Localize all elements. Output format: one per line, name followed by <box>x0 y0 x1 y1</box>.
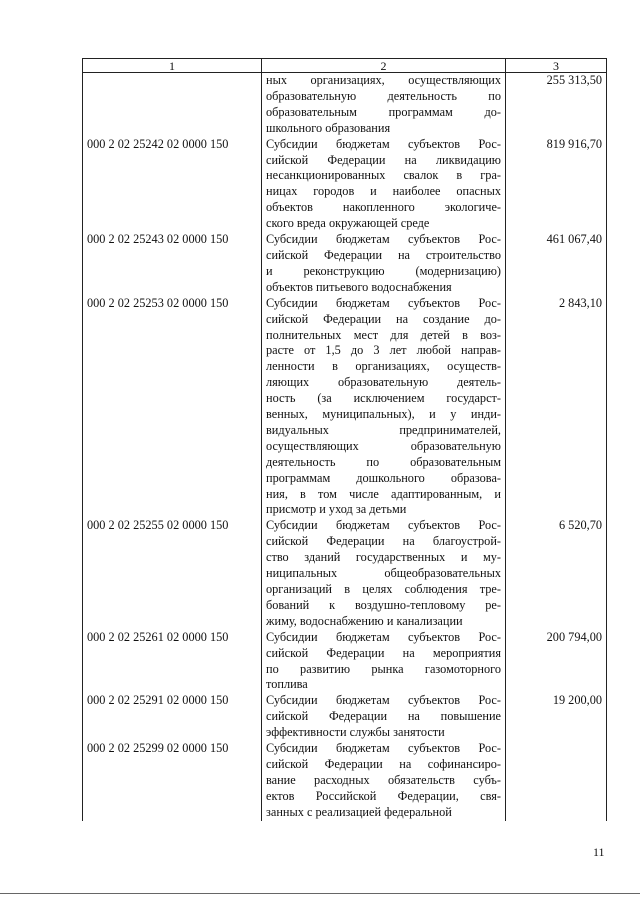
description-line: ляющих образовательную деятель- <box>266 375 501 390</box>
table-row <box>83 296 607 519</box>
amount-cell: 200 794,00 <box>506 630 607 694</box>
budget-code-cell: 000 2 02 25242 02 0000 150 <box>83 137 262 232</box>
description-line: ленности в организациях, осуществ- <box>266 359 501 374</box>
description-line: объектов накопленного экологиче- <box>266 200 501 215</box>
table-row <box>83 518 607 629</box>
description-line: по развитию рынка газомоторного <box>266 661 501 676</box>
description-line: программам дошкольного образова- <box>266 470 501 485</box>
amount-cell: 2 843,10 <box>506 296 607 519</box>
description-line: образовательным программам до- <box>266 104 501 119</box>
description-line: Субсидии бюджетам субъектов Рос- <box>266 295 501 310</box>
budget-table <box>82 58 607 821</box>
budget-code-cell: 000 2 02 25299 02 0000 150 <box>83 741 262 821</box>
description-cell <box>262 73 506 137</box>
amount-cell: 819 916,70 <box>506 137 607 232</box>
table-header-row <box>83 59 607 73</box>
description-line: Субсидии бюджетам субъектов Рос- <box>266 741 501 756</box>
description-line: ниципальных общеобразовательных <box>266 566 501 581</box>
description-line: сийской Федерации на софинансиро- <box>266 756 501 771</box>
budget-code-cell: 000 2 02 25253 02 0000 150 <box>83 296 262 519</box>
description-cell <box>262 518 506 629</box>
description-line: вание расходных обязательств субъ- <box>266 772 501 787</box>
budget-code-cell: 000 2 02 25291 02 0000 150 <box>83 693 262 741</box>
description-line: расте от 1,5 до 3 лет любой направ- <box>266 343 501 358</box>
budget-code-cell: 000 2 02 25255 02 0000 150 <box>83 518 262 629</box>
budget-code-cell: 000 2 02 25243 02 0000 150 <box>83 232 262 296</box>
description-line: сийской Федерации на мероприятия <box>266 645 501 660</box>
column-header-1: 1 <box>83 59 262 73</box>
description-line: ния, в том числе адаптированным, и <box>266 486 501 501</box>
description-line: осуществляющих образовательную <box>266 438 501 453</box>
amount-cell: 6 520,70 <box>506 518 607 629</box>
table-row <box>83 232 607 296</box>
description-line: сийской Федерации на благоустрой- <box>266 534 501 549</box>
description-line: организаций в целях соблюдения тре- <box>266 582 501 596</box>
description-line: эффективности службы занятости <box>266 725 445 740</box>
description-cell <box>262 741 506 821</box>
description-line: жиму, водоснабжению и канализации <box>266 613 463 628</box>
description-line: образовательную деятельность по <box>266 88 501 103</box>
description-line: Субсидии бюджетам субъектов Рос- <box>266 693 501 708</box>
description-line: школьного образования <box>266 120 391 135</box>
description-cell <box>262 296 506 519</box>
table-row <box>83 741 607 821</box>
description-line: бований к воздушно-тепловому ре- <box>266 597 501 612</box>
description-line: венных, муниципальных), и у инди- <box>266 407 501 422</box>
description-line: присмотр и уход за детьми <box>266 502 407 517</box>
amount-cell: 19 200,00 <box>506 693 607 741</box>
description-line: топлива <box>266 677 308 692</box>
column-header-3: 3 <box>506 59 607 73</box>
description-line: и реконструкцию (модернизацию) <box>266 263 501 278</box>
description-line: сийской Федерации на ликвидацию <box>266 152 501 167</box>
description-line: ского вреда окружающей среде <box>266 216 430 231</box>
description-line: Субсидии бюджетам субъектов Рос- <box>266 136 501 151</box>
description-line: Субсидии бюджетам субъектов Рос- <box>266 518 501 533</box>
description-line: сийской Федерации на повышение <box>266 709 501 724</box>
amount-cell <box>506 741 607 821</box>
table-row <box>83 137 607 232</box>
description-cell <box>262 630 506 694</box>
description-line: видуальных предпринимателей, <box>266 422 501 437</box>
description-line: объектов питьевого водоснабжения <box>266 279 452 294</box>
description-line: занных с реализацией федеральной <box>266 804 452 819</box>
column-header-2: 2 <box>262 59 506 73</box>
page-number: 11 <box>593 845 605 859</box>
description-line: ницах городов и наиболее опасных <box>266 184 501 199</box>
description-cell <box>262 693 506 741</box>
description-line: Субсидии бюджетам субъектов Рос- <box>266 232 501 247</box>
description-line: ство зданий государственных и му- <box>266 550 501 565</box>
page-bottom-rule <box>0 893 640 894</box>
budget-code-cell <box>83 73 262 137</box>
table-row <box>83 73 607 137</box>
budget-code-cell: 000 2 02 25261 02 0000 150 <box>83 630 262 694</box>
description-line: ность (за исключением государст- <box>266 391 501 406</box>
description-line: полнительных мест для детей в воз- <box>266 327 501 342</box>
description-line: ектов Российской Федерации, свя- <box>266 788 501 803</box>
description-line: сийской Федерации на создание до- <box>266 311 501 326</box>
description-cell <box>262 137 506 232</box>
description-line: несанкционированных свалок в гра- <box>266 168 501 183</box>
table-row <box>83 693 607 741</box>
description-line: Субсидии бюджетам субъектов Рос- <box>266 629 501 644</box>
description-cell <box>262 232 506 296</box>
description-line: деятельность по образовательным <box>266 454 501 469</box>
amount-cell: 461 067,40 <box>506 232 607 296</box>
description-line: сийской Федерации на строительство <box>266 247 501 262</box>
table-body <box>83 73 607 821</box>
table-row <box>83 630 607 694</box>
description-line: ных организациях, осуществляющих <box>266 73 501 87</box>
amount-cell: 255 313,50 <box>506 73 607 137</box>
